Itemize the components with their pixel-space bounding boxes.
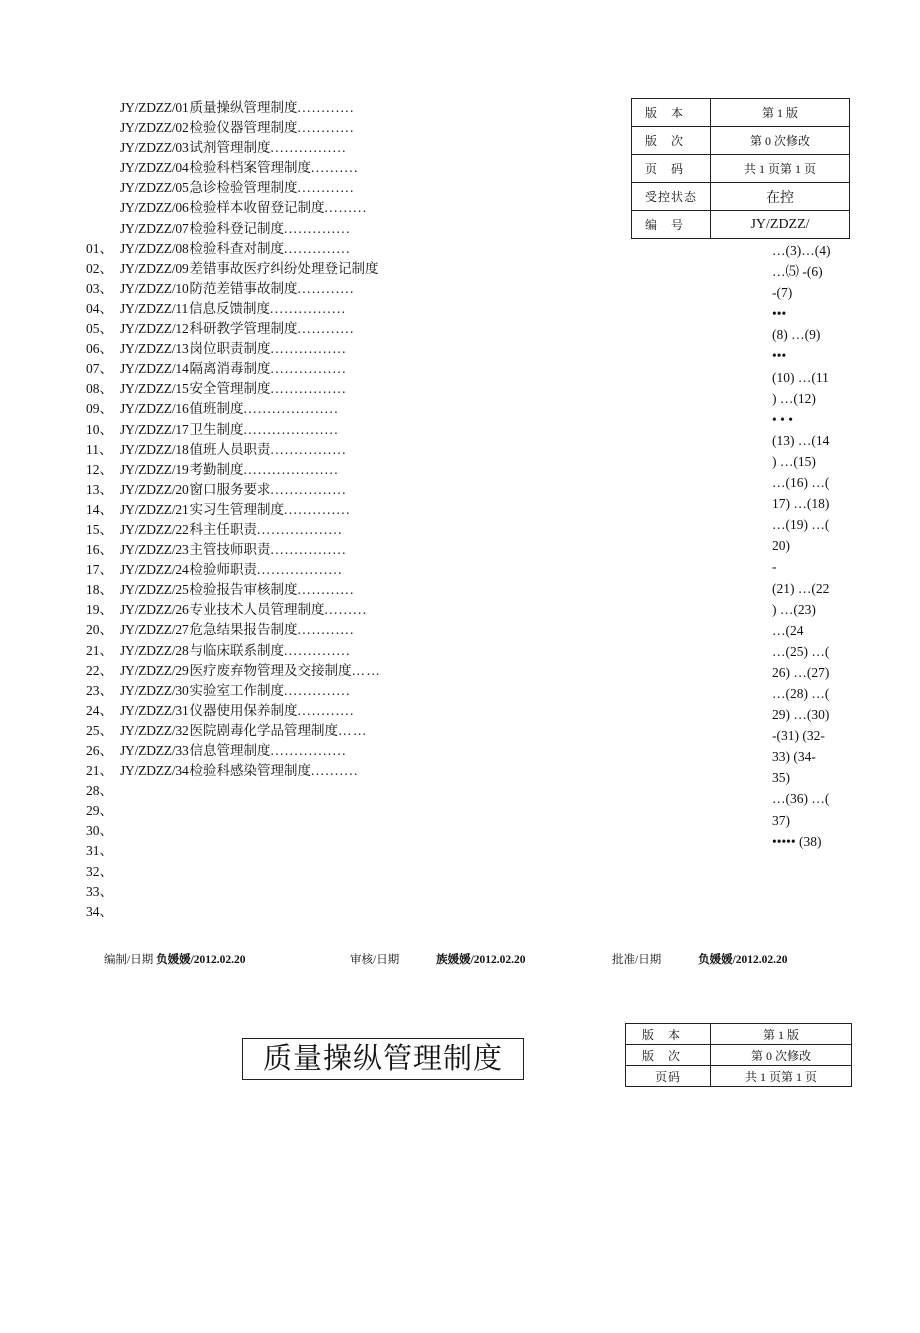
status-row bbox=[632, 183, 850, 211]
version-row bbox=[632, 99, 850, 127]
toc-item-leader: ......... bbox=[324, 200, 368, 216]
page-number-line: 20) bbox=[772, 538, 790, 554]
toc-item-leader: .................... bbox=[243, 401, 339, 417]
toc-item-leader: .............. bbox=[284, 240, 351, 256]
code-row bbox=[632, 211, 850, 239]
page-row bbox=[632, 155, 850, 183]
toc-item bbox=[86, 862, 381, 882]
page-number-line: …(19) …( bbox=[772, 517, 830, 533]
page-number-line: ) …(23) bbox=[772, 601, 816, 617]
toc-item bbox=[86, 741, 381, 761]
page-number-line: …(24 bbox=[772, 622, 804, 638]
toc-item-code: JY/ZDZZ/26 bbox=[120, 602, 189, 618]
reviewer-label: 审核/日期 bbox=[350, 954, 400, 966]
toc-item bbox=[86, 480, 381, 500]
toc-item-number: 21、 bbox=[86, 763, 113, 779]
toc-item-title: 专业技术人员管理制度 bbox=[189, 602, 325, 618]
toc-item-title: 检验科感染管理制度 bbox=[189, 763, 311, 779]
toc-item bbox=[86, 882, 381, 902]
toc-item-leader: ............ bbox=[297, 280, 355, 296]
toc-item-title: 卫生制度 bbox=[189, 421, 244, 437]
toc-item-number: 09、 bbox=[86, 401, 113, 417]
toc-item-leader: …… bbox=[351, 662, 382, 678]
toc-item-code: JY/ZDZZ/09 bbox=[120, 260, 189, 276]
toc-item bbox=[86, 540, 381, 560]
toc-item bbox=[86, 721, 381, 741]
toc-item bbox=[86, 620, 381, 640]
revision-value: 第 0 次修改 bbox=[711, 127, 850, 155]
toc-item bbox=[86, 219, 381, 239]
toc-item bbox=[86, 681, 381, 701]
version-label: 版本 bbox=[626, 1024, 711, 1045]
toc-item-number: 15、 bbox=[86, 521, 113, 537]
editor-value: 负媛媛/2012.02.20 bbox=[156, 954, 246, 966]
version-value: 第 1 版 bbox=[711, 99, 850, 127]
toc-item bbox=[86, 500, 381, 520]
toc-item-title: 检验仪器管理制度 bbox=[189, 120, 298, 136]
page-label: 页码 bbox=[626, 1066, 711, 1087]
toc-item-title: 实验室工作制度 bbox=[189, 682, 284, 698]
toc-item bbox=[86, 239, 381, 259]
toc-item bbox=[86, 600, 381, 620]
toc-item-code: JY/ZDZZ/17 bbox=[120, 421, 189, 437]
toc-item-number: 24、 bbox=[86, 702, 113, 718]
page-number-line: …(3)…(4) bbox=[772, 243, 831, 258]
toc-item bbox=[86, 520, 381, 540]
toc-item-leader: ............ bbox=[297, 100, 355, 115]
toc-item-title: 科主任职责 bbox=[189, 521, 257, 537]
toc-item-leader: .................... bbox=[243, 421, 339, 437]
toc-item-title: 检验样本收留登记制度 bbox=[189, 200, 325, 216]
page-number-line: (13) …(14 bbox=[772, 432, 830, 448]
page-number-line: ) …(15) bbox=[772, 453, 816, 469]
toc-item-code: JY/ZDZZ/13 bbox=[120, 341, 189, 357]
toc-item-leader: ................ bbox=[270, 341, 347, 357]
toc-item-number: 17、 bbox=[86, 562, 113, 578]
toc-item-code: JY/ZDZZ/27 bbox=[120, 622, 189, 638]
toc-item bbox=[86, 821, 381, 841]
toc-item-code: JY/ZDZZ/01 bbox=[120, 100, 189, 115]
toc-item bbox=[86, 661, 381, 681]
toc-item bbox=[86, 460, 381, 480]
toc-item-number: 08、 bbox=[86, 381, 113, 397]
toc-item bbox=[86, 761, 381, 781]
toc-item-title: 仪器使用保养制度 bbox=[189, 702, 298, 718]
toc-item bbox=[86, 379, 381, 399]
toc-item-number: 22、 bbox=[86, 662, 113, 678]
toc-item-code: JY/ZDZZ/21 bbox=[120, 501, 189, 517]
toc-item-code: JY/ZDZZ/12 bbox=[120, 321, 189, 337]
toc-item-code: JY/ZDZZ/16 bbox=[120, 401, 189, 417]
toc-item-number: 25、 bbox=[86, 722, 113, 738]
page-number-line: …(28) …( bbox=[772, 685, 830, 701]
toc-item-title: 与临床联系制度 bbox=[189, 642, 284, 658]
page-number-line: …(16) …( bbox=[772, 475, 830, 491]
version-label: 版本 bbox=[632, 99, 711, 127]
page-number-line: -(31) (32- bbox=[772, 728, 825, 744]
reviewer-signature bbox=[350, 951, 526, 967]
toc-item-title: 主管技师职责 bbox=[189, 542, 271, 558]
page-number-line: 37) bbox=[772, 812, 790, 828]
toc-item-number: 04、 bbox=[86, 300, 113, 316]
code-label: 编号 bbox=[632, 211, 711, 239]
editor-signature bbox=[104, 951, 246, 967]
toc-item-number: 20、 bbox=[86, 622, 113, 638]
page-number-line: ••• bbox=[772, 306, 787, 322]
toc-item-title: 试剂管理制度 bbox=[189, 140, 271, 156]
toc-item-number: 33、 bbox=[86, 883, 113, 899]
toc-item-code: JY/ZDZZ/31 bbox=[120, 702, 189, 718]
toc-item-leader: .............. bbox=[284, 682, 351, 698]
toc-item-title: 质量操纵管理制度 bbox=[189, 100, 298, 115]
toc-item-number: 19、 bbox=[86, 602, 113, 618]
toc-item bbox=[86, 701, 381, 721]
toc-item-code: JY/ZDZZ/28 bbox=[120, 642, 189, 658]
toc-item-leader: .................. bbox=[257, 521, 343, 537]
toc-item-title: 值班人员职责 bbox=[189, 441, 271, 457]
toc-item-title: 防范差错事故制度 bbox=[189, 280, 298, 296]
toc-item-number: 10、 bbox=[86, 421, 113, 437]
toc-item bbox=[86, 158, 381, 178]
toc-item-leader: .......... bbox=[311, 160, 359, 176]
toc-item bbox=[86, 279, 381, 299]
toc-item-leader: ............ bbox=[297, 180, 355, 196]
toc-item-number: 26、 bbox=[86, 743, 113, 758]
toc-item bbox=[86, 801, 381, 821]
toc-item-code: JY/ZDZZ/05 bbox=[120, 180, 189, 196]
approver-label: 批准/日期 bbox=[612, 954, 662, 966]
revision-label: 版次 bbox=[626, 1045, 711, 1066]
toc-item-number: 21、 bbox=[86, 642, 113, 658]
toc-item-title: 检验科档案管理制度 bbox=[189, 160, 311, 176]
toc-item-title: 科研教学管理制度 bbox=[189, 321, 298, 337]
toc-item-code: JY/ZDZZ/25 bbox=[120, 582, 189, 598]
editor-label: 编制/日期 bbox=[104, 954, 154, 966]
revision-label: 版次 bbox=[632, 127, 711, 155]
toc-item bbox=[86, 359, 381, 379]
toc-item-code: JY/ZDZZ/30 bbox=[120, 682, 189, 698]
toc-item-leader: ......... bbox=[324, 602, 368, 618]
approver-value: 负媛媛/2012.02.20 bbox=[698, 954, 788, 966]
toc-item-number: 02、 bbox=[86, 260, 113, 276]
toc-item bbox=[86, 641, 381, 661]
toc-item-title: 差错事故医疗纠纷处理登记制度 bbox=[189, 260, 379, 276]
toc-list bbox=[86, 98, 381, 922]
toc-item-title: 安全管理制度 bbox=[189, 381, 271, 397]
page-number-line: 29) …(30) bbox=[772, 707, 830, 723]
document-control-table-bottom bbox=[625, 1023, 852, 1087]
toc-item-leader: .......... bbox=[311, 763, 359, 779]
toc-item-number: 07、 bbox=[86, 361, 113, 377]
page-number-line: -(7) bbox=[772, 285, 793, 301]
page-number-line: 35) bbox=[772, 770, 790, 786]
toc-item bbox=[86, 902, 381, 922]
toc-item bbox=[86, 339, 381, 359]
page-number-line: …⑸ -(6) bbox=[772, 264, 823, 280]
toc-item-number: 18、 bbox=[86, 582, 113, 598]
toc-item bbox=[86, 781, 381, 801]
toc-item-leader: ................ bbox=[270, 441, 347, 457]
toc-item-title: 隔离消毒制度 bbox=[189, 361, 271, 377]
toc-item-leader: ............ bbox=[297, 622, 355, 638]
document-control-table bbox=[631, 98, 850, 239]
toc-item bbox=[86, 98, 381, 118]
page-number-line: (8) …(9) bbox=[772, 327, 821, 343]
page-number-line: …(25) …( bbox=[772, 643, 830, 659]
toc-item-leader: .............. bbox=[284, 501, 351, 517]
page-number-line: 17) …(18) bbox=[772, 496, 830, 512]
toc-item-code: JY/ZDZZ/02 bbox=[120, 120, 189, 136]
toc-item-number: 03、 bbox=[86, 280, 113, 296]
toc-item-leader: .............. bbox=[284, 642, 351, 658]
toc-item-number: 32、 bbox=[86, 863, 113, 879]
toc-item-leader: .............. bbox=[284, 220, 351, 236]
page-number-line: ••• bbox=[772, 348, 787, 364]
toc-item-number: 31、 bbox=[86, 843, 113, 859]
toc-item-number: 30、 bbox=[86, 823, 113, 839]
toc-item-title: 值班制度 bbox=[189, 401, 244, 417]
toc-item-leader: ................ bbox=[270, 542, 347, 558]
page-number-line: …(36) …( bbox=[772, 791, 830, 807]
reviewer-value: 族媛媛/2012.02.20 bbox=[436, 954, 526, 966]
toc-item-code: JY/ZDZZ/10 bbox=[120, 280, 189, 296]
toc-item-number: 01、 bbox=[86, 240, 113, 256]
toc-item bbox=[86, 259, 381, 279]
toc-item-code: JY/ZDZZ/23 bbox=[120, 542, 189, 558]
toc-item-number: 11、 bbox=[86, 441, 113, 457]
toc-item-code: JY/ZDZZ/08 bbox=[120, 240, 189, 256]
toc-item-code: JY/ZDZZ/04 bbox=[120, 160, 189, 176]
toc-item-title: 考勤制度 bbox=[189, 461, 244, 477]
toc-item-leader: ................ bbox=[270, 140, 347, 156]
toc-item bbox=[86, 580, 381, 600]
toc-item-leader: ............ bbox=[297, 582, 355, 598]
toc-item-code: JY/ZDZZ/07 bbox=[120, 220, 189, 236]
toc-item bbox=[86, 560, 381, 580]
page-value: 共 1 页第 1 页 bbox=[711, 155, 850, 183]
page-number-line: - bbox=[772, 559, 777, 575]
toc-item-leader: …… bbox=[338, 722, 368, 738]
version-row bbox=[626, 1024, 852, 1045]
toc-item-number: 34、 bbox=[86, 903, 113, 919]
toc-item bbox=[86, 399, 381, 419]
toc-item-number: 14、 bbox=[86, 501, 113, 517]
toc-item bbox=[86, 118, 381, 138]
toc-item-number: 28、 bbox=[86, 783, 113, 799]
page-number-line: 26) …(27) bbox=[772, 664, 830, 680]
toc-item-leader: .................. bbox=[257, 562, 343, 578]
toc-item-title: 检验报告审核制度 bbox=[189, 582, 298, 598]
toc-item-number: 23、 bbox=[86, 682, 113, 698]
revision-row bbox=[632, 127, 850, 155]
page-number-line: • • • bbox=[772, 411, 793, 427]
revision-row bbox=[626, 1045, 852, 1066]
toc-item bbox=[86, 178, 381, 198]
toc-item-code: JY/ZDZZ/24 bbox=[120, 562, 189, 578]
toc-item-code: JY/ZDZZ/18 bbox=[120, 441, 189, 457]
document-title: 质量操纵管理制度 bbox=[242, 1038, 524, 1080]
toc-item-leader: ............ bbox=[297, 702, 355, 718]
toc-item-title: 危急结果报告制度 bbox=[189, 622, 298, 638]
toc-item bbox=[86, 841, 381, 861]
toc-item-title: 信息管理制度 bbox=[189, 743, 271, 758]
toc-item bbox=[86, 198, 381, 218]
toc-item-leader: ................ bbox=[270, 743, 347, 758]
toc-item-title: 信息反馈制度 bbox=[189, 300, 270, 316]
toc-item-number: 29、 bbox=[86, 803, 113, 819]
status-label: 受控状态 bbox=[632, 183, 711, 211]
page-number-line: ••••• (38) bbox=[772, 833, 822, 849]
toc-item-number: 05、 bbox=[86, 321, 113, 337]
page-number-line: ) …(12) bbox=[772, 390, 816, 406]
status-value: 在控 bbox=[711, 183, 850, 211]
toc-item-number: 16、 bbox=[86, 542, 113, 558]
page-row bbox=[626, 1066, 852, 1087]
toc-item-leader: ................ bbox=[270, 481, 347, 497]
page-number-line: 33) (34- bbox=[772, 749, 816, 765]
toc-item bbox=[86, 420, 381, 440]
toc-item-title: 医疗废弃物管理及交接制度 bbox=[189, 662, 352, 678]
toc-item bbox=[86, 319, 381, 339]
toc-item-leader: ............ bbox=[297, 321, 355, 337]
toc-item bbox=[86, 440, 381, 460]
toc-item-title: 实习生管理制度 bbox=[189, 501, 284, 517]
toc-item-leader: ................ bbox=[270, 381, 347, 397]
toc-item-title: 检验科登记制度 bbox=[189, 220, 284, 236]
code-value: JY/ZDZZ/ bbox=[711, 211, 850, 239]
approver-signature bbox=[612, 951, 788, 967]
page-number-column bbox=[772, 240, 846, 852]
toc-item-code: JY/ZDZZ/32 bbox=[120, 722, 189, 738]
toc-item-code: JY/ZDZZ/20 bbox=[120, 481, 189, 497]
page-number-line: (21) …(22 bbox=[772, 580, 830, 596]
revision-value: 第 0 次修改 bbox=[711, 1045, 852, 1066]
toc-item-code: JY/ZDZZ/19 bbox=[120, 461, 189, 477]
toc-item-code: JY/ZDZZ/06 bbox=[120, 200, 189, 216]
toc-item-leader: .................... bbox=[243, 461, 339, 477]
toc-item-number: 06、 bbox=[86, 341, 113, 357]
toc-item-title: 检验师职责 bbox=[189, 562, 257, 578]
toc-item-code: JY/ZDZZ/34 bbox=[120, 763, 189, 779]
page-number-line: (10) …(11 bbox=[772, 369, 829, 385]
toc-item-code: JY/ZDZZ/03 bbox=[120, 140, 189, 156]
toc-item-leader: ................ bbox=[270, 300, 347, 316]
toc-item bbox=[86, 299, 381, 319]
toc-item-number: 12、 bbox=[86, 461, 113, 477]
page-label: 页码 bbox=[632, 155, 711, 183]
toc-item-title: 医院剧毒化学品管理制度 bbox=[189, 722, 338, 738]
toc-item-code: JY/ZDZZ/33 bbox=[120, 743, 189, 758]
toc-item-title: 急诊检验管理制度 bbox=[189, 180, 298, 196]
version-value: 第 1 版 bbox=[711, 1024, 852, 1045]
toc-item bbox=[86, 138, 381, 158]
toc-item-leader: ................ bbox=[270, 361, 347, 377]
toc-item-code: JY/ZDZZ/14 bbox=[120, 361, 189, 377]
toc-item-title: 检验科查对制度 bbox=[189, 240, 284, 256]
toc-item-code: JY/ZDZZ/22 bbox=[120, 521, 189, 537]
toc-item-leader: ............ bbox=[297, 120, 355, 136]
toc-item-code: JY/ZDZZ/15 bbox=[120, 381, 189, 397]
toc-item-code: JY/ZDZZ/29 bbox=[120, 662, 189, 678]
toc-item-code: JY/ZDZZ/11 bbox=[120, 300, 188, 316]
page-value: 共 1 页第 1 页 bbox=[711, 1066, 852, 1087]
toc-item-title: 窗口服务要求 bbox=[189, 481, 271, 497]
toc-item-title: 岗位职责制度 bbox=[189, 341, 271, 357]
toc-item-number: 13、 bbox=[86, 481, 113, 497]
